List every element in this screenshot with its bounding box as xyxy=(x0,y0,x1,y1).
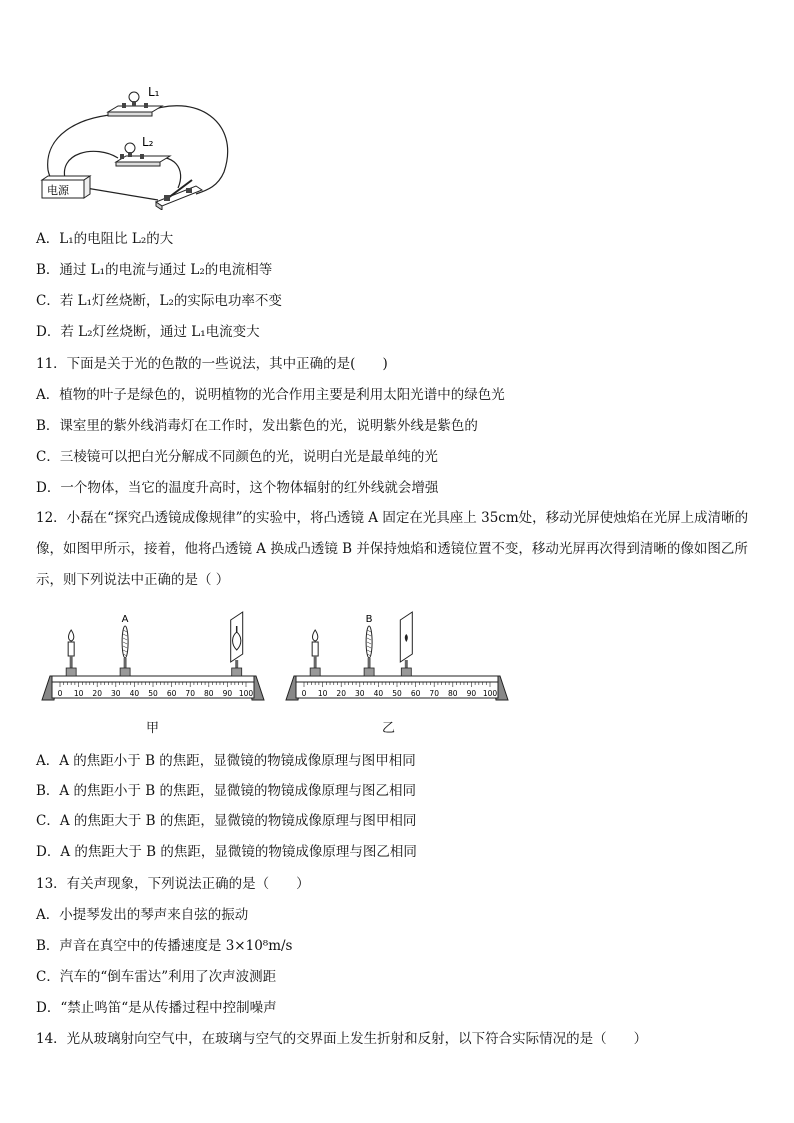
ruler-tick-label: 20 xyxy=(336,689,346,698)
q12-option-c: C．A 的焦距大于 B 的焦距，显微镜的物镜成像原理与图甲相同 xyxy=(36,813,417,829)
q11-option-a: A．植物的叶子是绿色的，说明植物的光合作用主要是利用太阳光谱中的绿色光 xyxy=(36,387,505,403)
ruler-tick-label: 20 xyxy=(92,689,102,698)
circuit-diagram xyxy=(36,82,246,210)
q12-option-a: A．A 的焦距小于 B 的焦距，显微镜的物镜成像原理与图甲相同 xyxy=(36,753,416,769)
bench-rail xyxy=(52,676,254,682)
lens-base xyxy=(364,668,374,676)
q11-option-d: D．一个物体，当它的温度升高时，这个物体辐射的红外线就会增强 xyxy=(36,480,439,496)
ruler-tick-label: 80 xyxy=(204,689,214,698)
ruler-tick-label: 10 xyxy=(317,689,328,698)
bulb-l1-label: L₁ xyxy=(148,85,160,99)
ruler-tick-label: 90 xyxy=(222,689,233,698)
candle xyxy=(312,642,318,656)
battery-label: 电源 xyxy=(47,184,69,197)
ruler-tick-label: 70 xyxy=(429,689,439,698)
candle-base xyxy=(66,668,76,676)
ruler-tick-label: 70 xyxy=(185,689,195,698)
ruler-tick-label: 0 xyxy=(57,689,63,698)
ruler-tick-label: 40 xyxy=(129,689,140,698)
ruler-tick-label: 60 xyxy=(166,689,177,698)
q10-option-c: C．若 L₁灯丝烧断，L₂的实际电功率不变 xyxy=(36,293,282,309)
lens-a-label: A xyxy=(121,614,129,625)
screen-base xyxy=(232,668,242,676)
ruler-tick-label: 30 xyxy=(111,689,121,698)
q14-stem: 14．光从玻璃射向空气中，在玻璃与空气的交界面上发生折射和反射，以下符合实际情况的是（ ） xyxy=(36,1031,648,1047)
ruler-tick-label: 60 xyxy=(410,689,421,698)
ruler-tick-label: 10 xyxy=(73,689,84,698)
candle-flame xyxy=(69,630,74,641)
ruler-tick-label: 100 xyxy=(482,689,498,698)
q12-option-b: B．A 的焦距小于 B 的焦距，显微镜的物镜成像原理与图乙相同 xyxy=(36,783,416,799)
ruler-tick-label: 100 xyxy=(238,689,254,698)
caption-jia: 甲 xyxy=(146,721,160,736)
lens-base xyxy=(120,668,130,676)
q11-stem: 11．下面是关于光的色散的一些说法，其中正确的是( ) xyxy=(36,356,388,372)
q13-option-d: D．“禁止鸣笛“是从传播过程中控制噪声 xyxy=(36,1000,277,1016)
optical-bench-jia xyxy=(38,604,268,704)
q11-option-b: B．课室里的紫外线消毒灯在工作时，发出紫色的光，说明紫外线是紫色的 xyxy=(36,418,478,434)
q13-option-a: A．小提琴发出的琴声来自弦的振动 xyxy=(36,907,249,923)
q13-stem: 13．有关声现象，下列说法正确的是（ ） xyxy=(36,876,310,892)
candle-base xyxy=(310,668,320,676)
q10-option-a: A．L₁的电阻比 L₂的大 xyxy=(36,231,174,247)
lens-b-label: B xyxy=(365,614,373,625)
candle xyxy=(68,642,74,656)
q11-option-c: C．三棱镜可以把白光分解成不同颜色的光，说明白光是最单纯的光 xyxy=(36,449,438,465)
q12-stem: 12．小磊在“探究凸透镜成像规律”的实验中，将凸透镜 A 固定在光具座上 35cm处，移动光屏使烛焰在光屏上成清晰的像，如图甲所示，接着，他将凸透镜 A 换成凸透镜 B 并保持烛焰和透镜位置不变，移动光屏再次得到清晰的像如图乙所示，则下列说法中正确的是（ ） xyxy=(36,510,749,588)
optical-bench-yi xyxy=(282,604,512,704)
q10-option-b: B．通过 L₁的电流与通过 L₂的电流相等 xyxy=(36,262,273,278)
ruler-tick-label: 0 xyxy=(301,689,307,698)
ruler-tick-label: 90 xyxy=(466,689,477,698)
ruler-tick-label: 40 xyxy=(373,689,384,698)
candle-flame xyxy=(313,630,318,641)
bulb-l2-label: L₂ xyxy=(142,135,154,149)
q10-option-d: D．若 L₂灯丝烧断，通过 L₁电流变大 xyxy=(36,324,260,340)
caption-yi: 乙 xyxy=(382,721,396,736)
q13-option-c: C．汽车的“倒车雷达”利用了次声波测距 xyxy=(36,969,277,985)
ruler-tick-label: 30 xyxy=(355,689,365,698)
q13-option-b: B．声音在真空中的传播速度是 3×10⁸m/s xyxy=(36,938,293,954)
q12-option-d: D．A 的焦距大于 B 的焦距，显微镜的物镜成像原理与图乙相同 xyxy=(36,844,417,860)
screen-base xyxy=(401,668,411,676)
ruler-tick-label: 50 xyxy=(148,689,158,698)
bench-rail xyxy=(296,676,498,682)
ruler-tick-label: 50 xyxy=(392,689,402,698)
ruler-tick-label: 80 xyxy=(448,689,458,698)
